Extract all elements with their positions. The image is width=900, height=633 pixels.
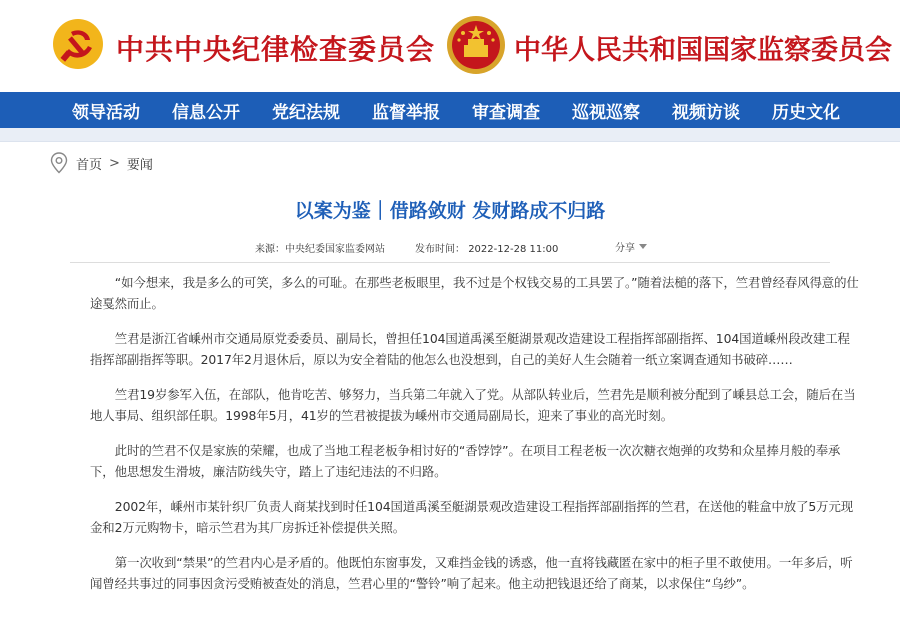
breadcrumb-current[interactable]: 要闻 <box>126 157 153 173</box>
nav-item-history[interactable]: 历史文化 <box>772 102 840 123</box>
article-paragraph: 2002年，嵊州市某针织厂负责人商某找到时任104国道禹溪至艇湖景观改造建设工程指挥部副指挥的竺君，在送他的鞋盒中放了5万元现金和2万元购物卡，暗示竺君为其厂房拆迁补偿提供关照。 <box>90 499 854 535</box>
share-button[interactable] <box>615 239 647 254</box>
article-source: 来源：中央纪委国家监委网站 <box>255 244 385 255</box>
share-label: 分享 <box>615 243 635 254</box>
nav-item-info-disclosure[interactable]: 信息公开 <box>172 102 240 123</box>
article-time <box>415 240 558 255</box>
breadcrumb-home[interactable]: 首页 <box>76 157 103 173</box>
party-emblem-icon <box>52 18 104 70</box>
nav-item-leadership[interactable]: 领导活动 <box>72 102 140 123</box>
article-paragraph: 此时的竺君不仅是家族的荣耀，也成了当地工程老板争相讨好的“香饽饽”。在项目工程老板一次次糖衣炮弹的攻势和众星捧月般的奉承下，他思想发生滑坡，廉洁防线失守，踏上了违纪违法的不归路。 <box>90 443 841 479</box>
main-nav <box>0 92 900 128</box>
nav-item-regulations[interactable]: 党纪法规 <box>272 102 340 123</box>
nav-item-video[interactable]: 视频访谈 <box>672 102 740 123</box>
article-title: 以案为鉴｜借路敛财 发财路成不归路 <box>294 200 606 222</box>
nav-separator <box>0 128 900 142</box>
nav-item-report[interactable]: 监督举报 <box>372 102 440 123</box>
caret-down-icon <box>639 244 647 249</box>
article-paragraph: “如今想来，我是多么的可笑，多么的可耻。在那些老板眼里，我不过是个权钱交易的工具罢了。”随着法槌的落下，竺君曾经春风得意的仕途戛然而止。 <box>90 275 859 311</box>
breadcrumb <box>50 152 153 174</box>
article-time-value: 2022-12-28 11:00 <box>468 244 559 255</box>
article-paragraph: 竺君19岁参军入伍，在部队，他肯吃苦、够努力，当兵第二年就入了党。从部队转业后，竺君先是顺利被分配到了嵊县总工会，随后在当地人事局、组织部任职。1998年5月，41岁的竺君被提拔为嵊州市交通局副局长，迎来了事业的高光时刻。 <box>90 387 856 423</box>
article-body <box>90 272 860 608</box>
article-paragraph: 第一次收到“禁果”的竺君内心是矛盾的。他既怕东窗事发，又难挡金钱的诱惑，他一直将钱藏匿在家中的柜子里不敢使用。一年多后，听闻曾经共事过的同事因贪污受贿被查处的消息，竺君心里的“警铃”响了起来。他主动把钱退还给了商某，以求保住“乌纱”。 <box>90 555 853 591</box>
nav-item-inspection[interactable]: 巡视巡察 <box>572 102 640 123</box>
article-paragraph: 竺君是浙江省嵊州市交通局原党委委员、副局长，曾担任104国道禹溪至艇湖景观改造建设工程指挥部副指挥、104国道嵊州段改建工程指挥部副指挥等职。2017年2月退休后，原以为安全着陆的他怎么也没想到，自己的美好人生会随着一纸立案调查通知书破碎…… <box>90 331 850 367</box>
nsc-title[interactable]: 中华人民共和国国家监察委员会 <box>514 35 892 66</box>
article-time-label: 发布时间： <box>415 244 465 255</box>
nav-item-investigation[interactable]: 审查调查 <box>472 102 540 123</box>
breadcrumb-separator: > <box>109 155 120 171</box>
meta-divider <box>70 262 830 263</box>
site-header <box>0 0 900 92</box>
location-pin-icon <box>50 152 68 174</box>
cpc-ccdi-title[interactable]: 中共中央纪律检查委员会 <box>116 33 436 66</box>
national-emblem-icon <box>446 15 506 75</box>
